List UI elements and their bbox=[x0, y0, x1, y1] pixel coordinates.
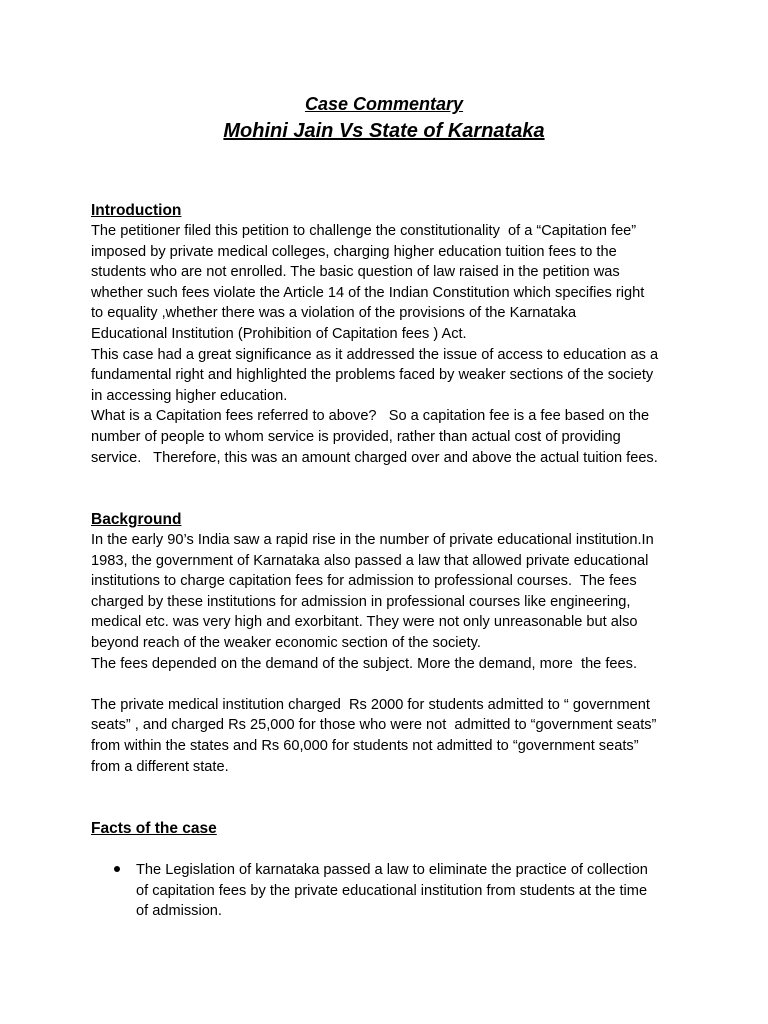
paragraph-line: from within the states and Rs 60,000 for students not admitted to “government seats” bbox=[91, 738, 639, 754]
paragraph-line: students who are not enrolled. The basic question of law raised in the petition was bbox=[91, 264, 620, 281]
paragraph-line: 1983, the government of Karnataka also passed a law that allowed private educational bbox=[91, 552, 649, 569]
paragraph-line: This case had a great significance as it addressed the issue of access to education as a bbox=[91, 346, 659, 363]
bullet-line: of capitation fees by the private educational institution from students at the time bbox=[136, 882, 648, 899]
paragraph-line: The petitioner filed this petition to challenge the constitutionality of a “Capitation fee” bbox=[91, 223, 637, 239]
paragraph-line: whether such fees violate the Article 14 of the Indian Constitution which specifies right bbox=[91, 284, 645, 301]
section-heading-background: Background bbox=[91, 511, 182, 528]
paragraph-line: The private medical institution charged Rs 2000 for students admitted to “ government bbox=[91, 696, 650, 713]
paragraph-line: from a different state. bbox=[91, 758, 229, 775]
paragraph-line: service. Therefore, this was an amount charged over and above the actual tuition fees. bbox=[91, 449, 658, 466]
section-heading-introduction: Introduction bbox=[91, 202, 182, 219]
paragraph-line: imposed by private medical colleges, charging higher education tuition fees to the bbox=[91, 243, 617, 260]
paragraph-line: The fees depended on the demand of the subject. More the demand, more the fees. bbox=[91, 655, 637, 672]
paragraph-line: to equality ,whether there was a violation of the provisions of the Karnataka bbox=[91, 305, 577, 322]
paragraph-line: Educational Institution (Prohibition of Capitation fees ) Act. bbox=[91, 326, 467, 342]
paragraph-line: charged by these institutions for admission in professional courses like engineering, bbox=[91, 593, 631, 610]
paragraph-line: In the early 90’s India saw a rapid rise in the number of private educational institution.In bbox=[91, 532, 654, 548]
paragraph-line: in accessing higher education. bbox=[91, 387, 288, 404]
document-subtitle: Mohini Jain Vs State of Karnataka bbox=[223, 120, 545, 142]
bullet-line: The Legislation of karnataka passed a law to eliminate the practice of collection bbox=[136, 862, 648, 878]
paragraph-line: beyond reach of the weaker economic section of the society. bbox=[91, 635, 481, 651]
document-title: Case Commentary bbox=[304, 94, 464, 114]
paragraph-line: seats” , and charged Rs 25,000 for those who were not admitted to “government seats” bbox=[91, 717, 657, 734]
bullet-icon bbox=[114, 866, 120, 872]
paragraph-line: institutions to charge capitation fees for admission to professional courses. The fees bbox=[91, 573, 637, 590]
section-heading-facts: Facts of the case bbox=[91, 820, 217, 837]
paragraph-line: number of people to whom service is provided, rather than actual cost of providing bbox=[91, 429, 621, 445]
paragraph-line: What is a Capitation fees referred to above? So a capitation fee is a fee based on the bbox=[91, 408, 650, 425]
bullet-line: of admission. bbox=[136, 903, 222, 920]
paragraph-line: fundamental right and highlighted the problems faced by weaker sections of the society bbox=[91, 367, 654, 384]
paragraph-line: medical etc. was very high and exorbitant. They were not only unreasonable but also bbox=[91, 614, 638, 631]
